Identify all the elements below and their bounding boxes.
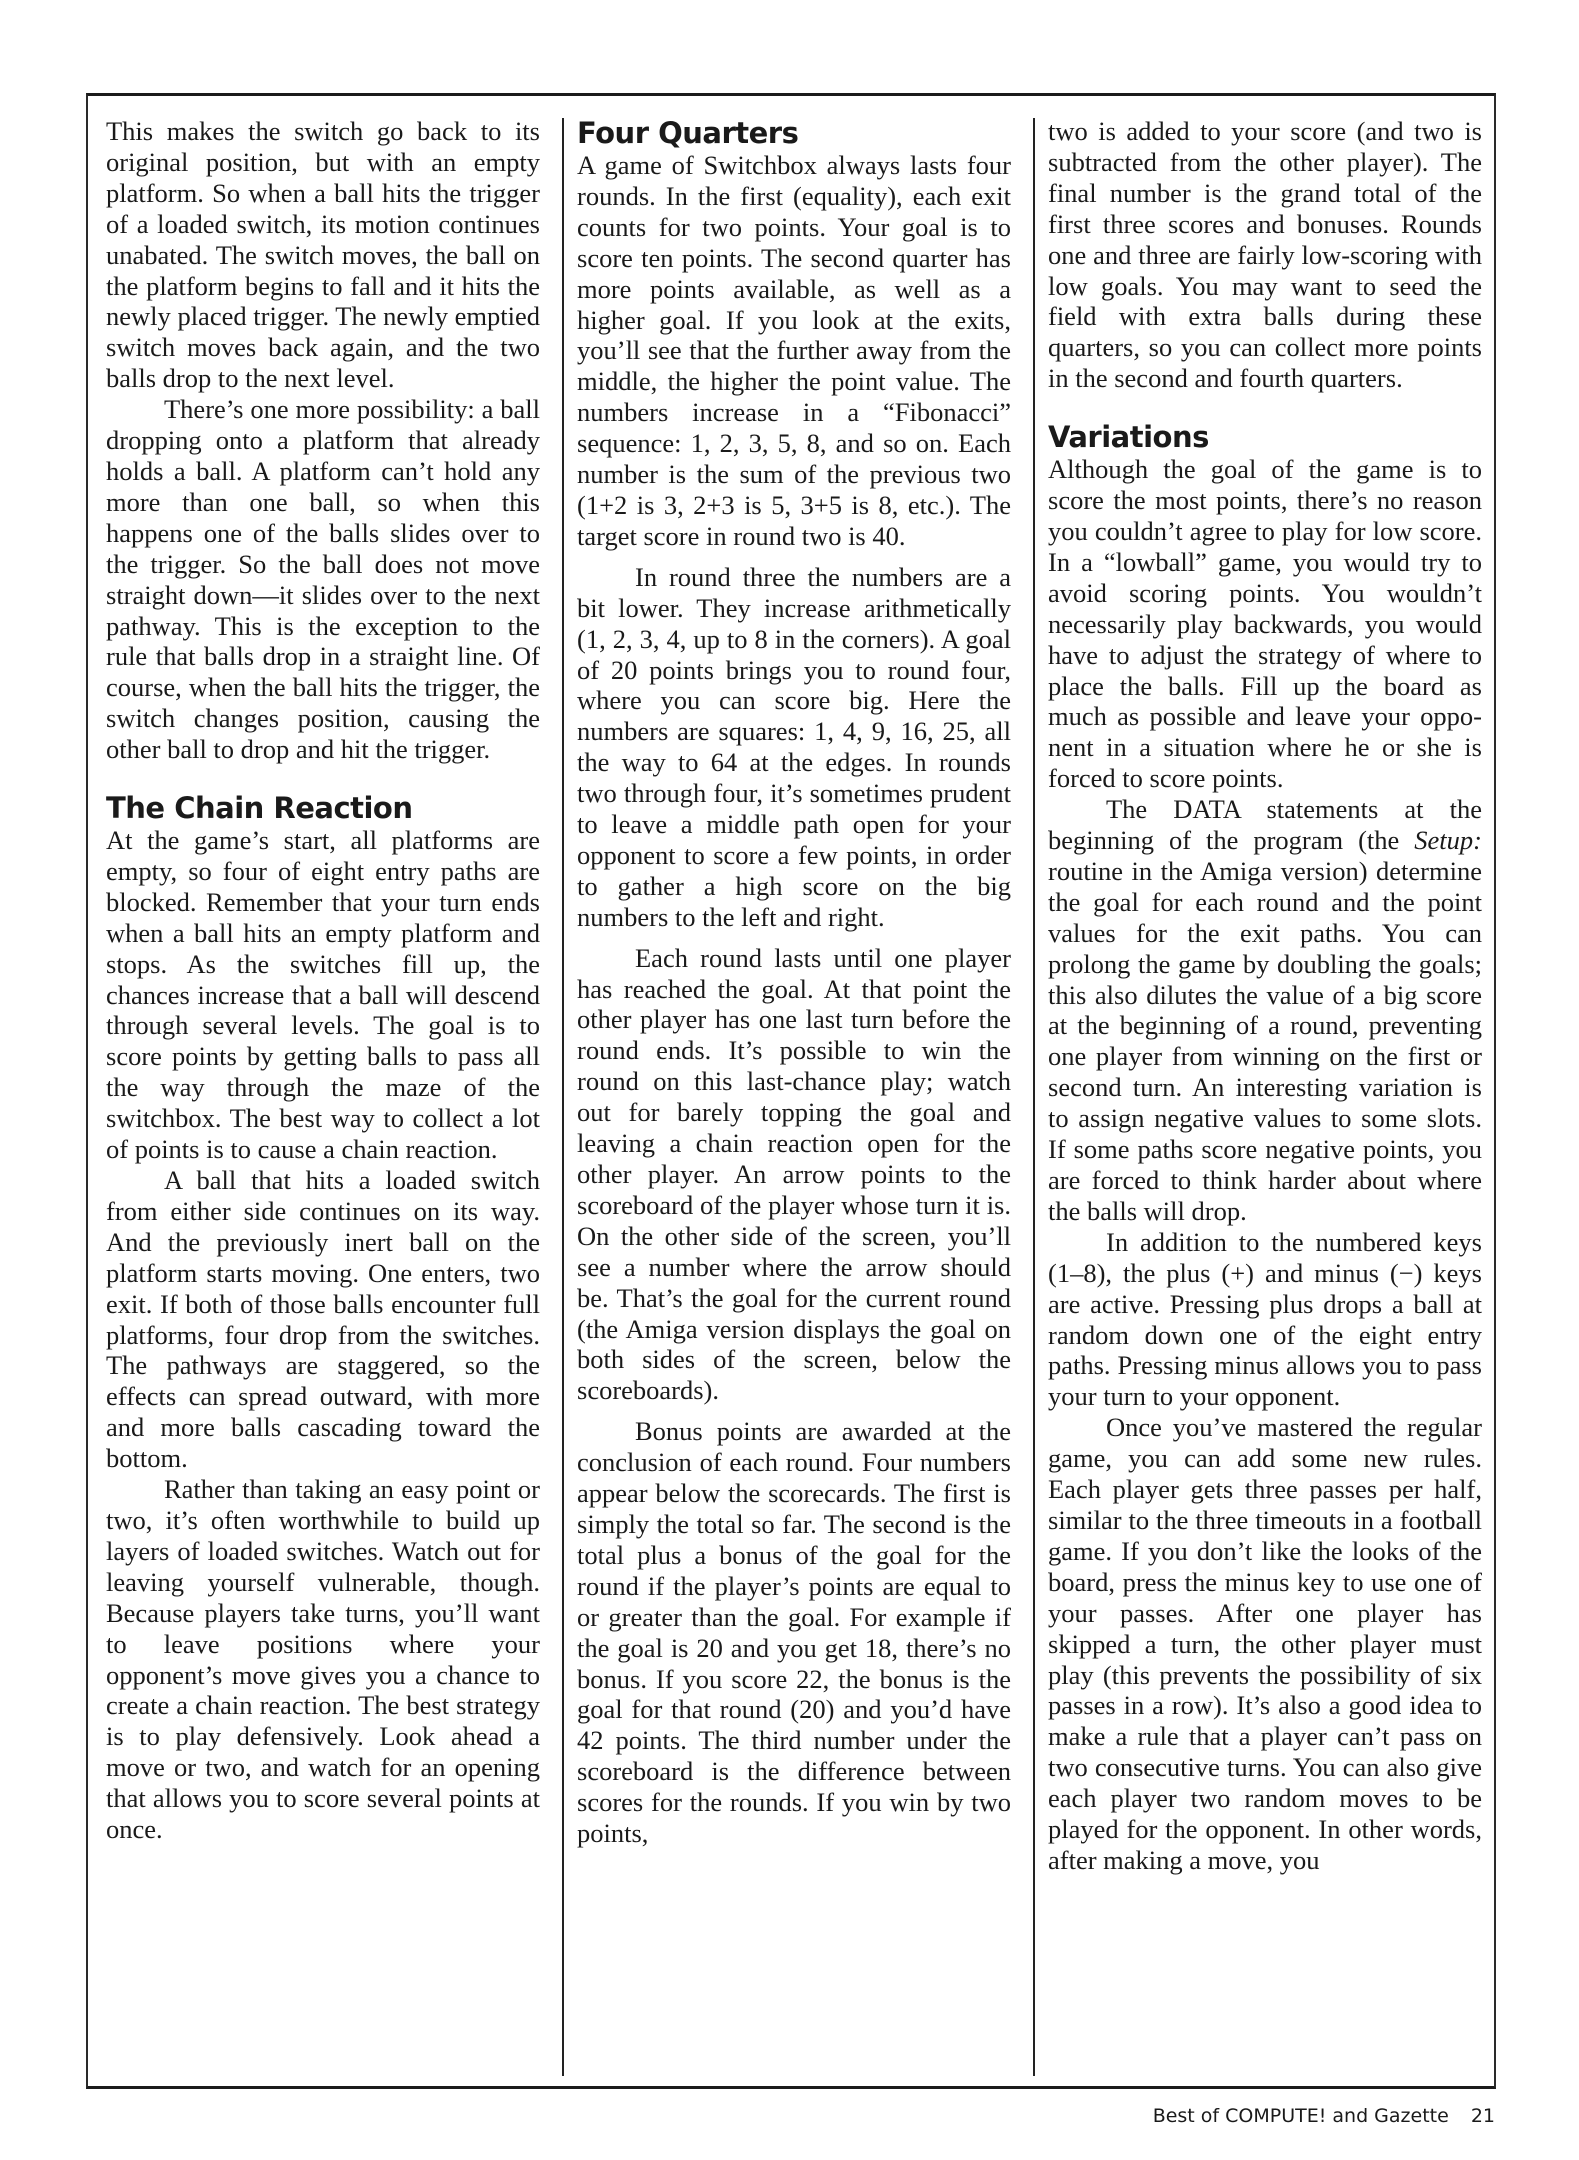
paragraph: In addition to the numbered keys (1–8), the plus (+) and minus (−) keys are active. Pressing plus drops a ball at random down one of the eight entry paths. Pressing minus allows you to pass your turn to your opponent. (1048, 1226, 1482, 1412)
section-heading-chain-reaction: The Chain Reaction (106, 791, 413, 826)
paragraph-text: The DATA statements at the beginning of the program (the (1048, 794, 1482, 856)
paragraph: A ball that hits a loaded switch from either side continues on its way. And the previously inert ball on the platform starts moving. One enters, two exit. If both of those balls encounter full platforms, four drop from the switches. The pathways are staggered, so the effects can spread outward, with more and more balls cascading toward the bottom. (106, 1165, 540, 1474)
page-footer (1153, 2104, 1495, 2128)
paragraph: Rather than taking an easy point or two, it’s often worthwhile to build up layers of loaded switches. Watch out for leaving yourself vulnerable, though. Because players take turns, you’ll want to leave positions where your opponent’s move gives you a chance to create a chain reaction. The best strategy is to play defensively. Look ahead a move or two, and watch for an opening that allows you to score several points at once. (106, 1474, 540, 1845)
paragraph: There’s one more possibility: a ball dropping onto a platform that already holds a ball. A platform can’t hold any more than one ball, so when this happens one of the balls slides over to the trigger. So the ball does not move straight down—it slides over to the next pathway. This is the exception to the rule that balls drop in a straight line. Of course, when the ball hits the trigger, the switch changes position, causing the other ball to drop and hit the trigger. (106, 394, 540, 765)
page-number: 21 (1470, 2105, 1495, 2127)
paragraph: This makes the switch go back to its original position, but with an empty platform. So when a ball hits the trigger of a loaded switch, its motion continues unabated. The switch moves, the ball on the platform begins to fall and it hits the newly placed trigger. The newly emptied switch moves back again, and the two balls drop to the next level. (106, 116, 540, 394)
section-heading-variations: Variations (1048, 420, 1209, 455)
paragraph: In round three the numbers are a bit lower. They increase arithmetically (1, 2, 3, 4, up to 8 in the corners). A goal of 20 points brings you to round four, where you can score big. Here the numbers are squares: 1, 4, 9, 16, 25, all the way to 64 at the edges. In rounds two through four, it’s sometimes prudent to leave a middle path open for your opponent to score a few points, in order to gather a high score on the big numbers to the left and right. (577, 561, 1011, 932)
paragraph: Each round lasts until one player has reached the goal. At that point the other player has one last turn before the round ends. It’s possible to win the round on this last-chance play; watch out for barely topping the goal and leaving a chain reaction open for the other player. An arrow points to the scoreboard of the player whose turn it is. On the other side of the screen, you’ll see a number where the arrow should be. That’s the goal for the current round (the Amiga version displays the goal on both sides of the screen, below the scoreboards). (577, 942, 1011, 1406)
paragraph: two is added to your score (and two is subtracted from the other player). The final number is the grand total of the first three scores and bonuses. Rounds one and three are fairly low-scoring with low goals. You may want to seed the field with extra balls during these quarters, so you can collect more points in the second and fourth quarters. (1048, 116, 1482, 394)
paragraph-text: routine in the Amiga version) determine the goal for each round and the point values for the exit paths. You can prolong the game by doubling the goals; this also dilutes the value of a big score at the beginning of a round, preventing one player from winning on the first or second turn. An interesting variation is to assign negative values to some slots. If some paths score negative points, you are forced to think harder about where the balls will drop. (1048, 855, 1482, 1226)
column-divider (562, 118, 564, 2076)
paragraph: Although the goal of the game is to score the most points, there’s no reason you couldn’t agree to play for low score. In a “lowball” game, you would try to avoid scoring points. You wouldn’t necessarily play backwards, you would have to adjust the strategy of where to place the balls. Fill up the board as much as possible and leave your opponent in a situation where he or she is forced to score points. (1048, 454, 1482, 794)
section-heading-four-quarters: Four Quarters (577, 116, 799, 150)
paragraph: At the game’s start, all platforms are empty, so four of eight entry paths are blocked. Remember that your turn ends when a ball hits an empty platform and stops. As the switches fill up, the chances increase that a ball will descend through several levels. The goal is to score points by getting balls to pass all the way through the maze of the switchbox. The best way to collect a lot of points is to cause a chain reaction. (106, 825, 540, 1165)
paragraph: Once you’ve mastered the regular game, you can add some new rules. Each player gets three passes per half, similar to the three timeouts in a football game. If you don’t like the looks of the board, press the minus key to use one of your passes. After one player has skipped a turn, the other player must play (this prevents the possibility of six passes in a row). It’s also a good idea to make a rule that a player can’t pass on two consecutive turns. You can also give each player two random moves to be played for the opponent. In other words, after making a move, you (1048, 1412, 1482, 1875)
page-frame (86, 93, 1496, 2089)
paragraph: A game of Switchbox always lasts four rounds. In the first (equality), each exit counts for two points. Your goal is to score ten points. The second quarter has more points available, as well as a higher goal. If you look at the exits, you’ll see that the further away from the middle, the higher the point value. The numbers increase in a “Fibonacci” sequence: 1, 2, 3, 5, 8, and so on. Each number is the sum of the previous two (1+2 is 3, 2+3 is 5, 3+5 is 8, etc.). The target score in round two is 40. (577, 150, 1011, 551)
routine-name: Setup: (1414, 825, 1482, 856)
column-divider (1033, 118, 1035, 2076)
paragraph: Bonus points are awarded at the conclusion of each round. Four numbers appear below the scorecards. The first is simply the total so far. The second is the total plus a bonus of the goal for the round if the player’s points are equal to or greater than the goal. For example if the goal is 20 and you get 18, there’s no bonus. If you score 22, the bonus is the goal for that round (20) and you’d have 42 points. The third number under the scoreboard is the difference between scores for the rounds. If you win by two points, (577, 1416, 1011, 1849)
article-column-3 (1048, 116, 1482, 1876)
paragraph (1048, 794, 1482, 1227)
article-column-2 (577, 116, 1011, 1849)
publication-name: Best of COMPUTE! and Gazette (1152, 2105, 1449, 2127)
article-column-1 (106, 116, 540, 1845)
